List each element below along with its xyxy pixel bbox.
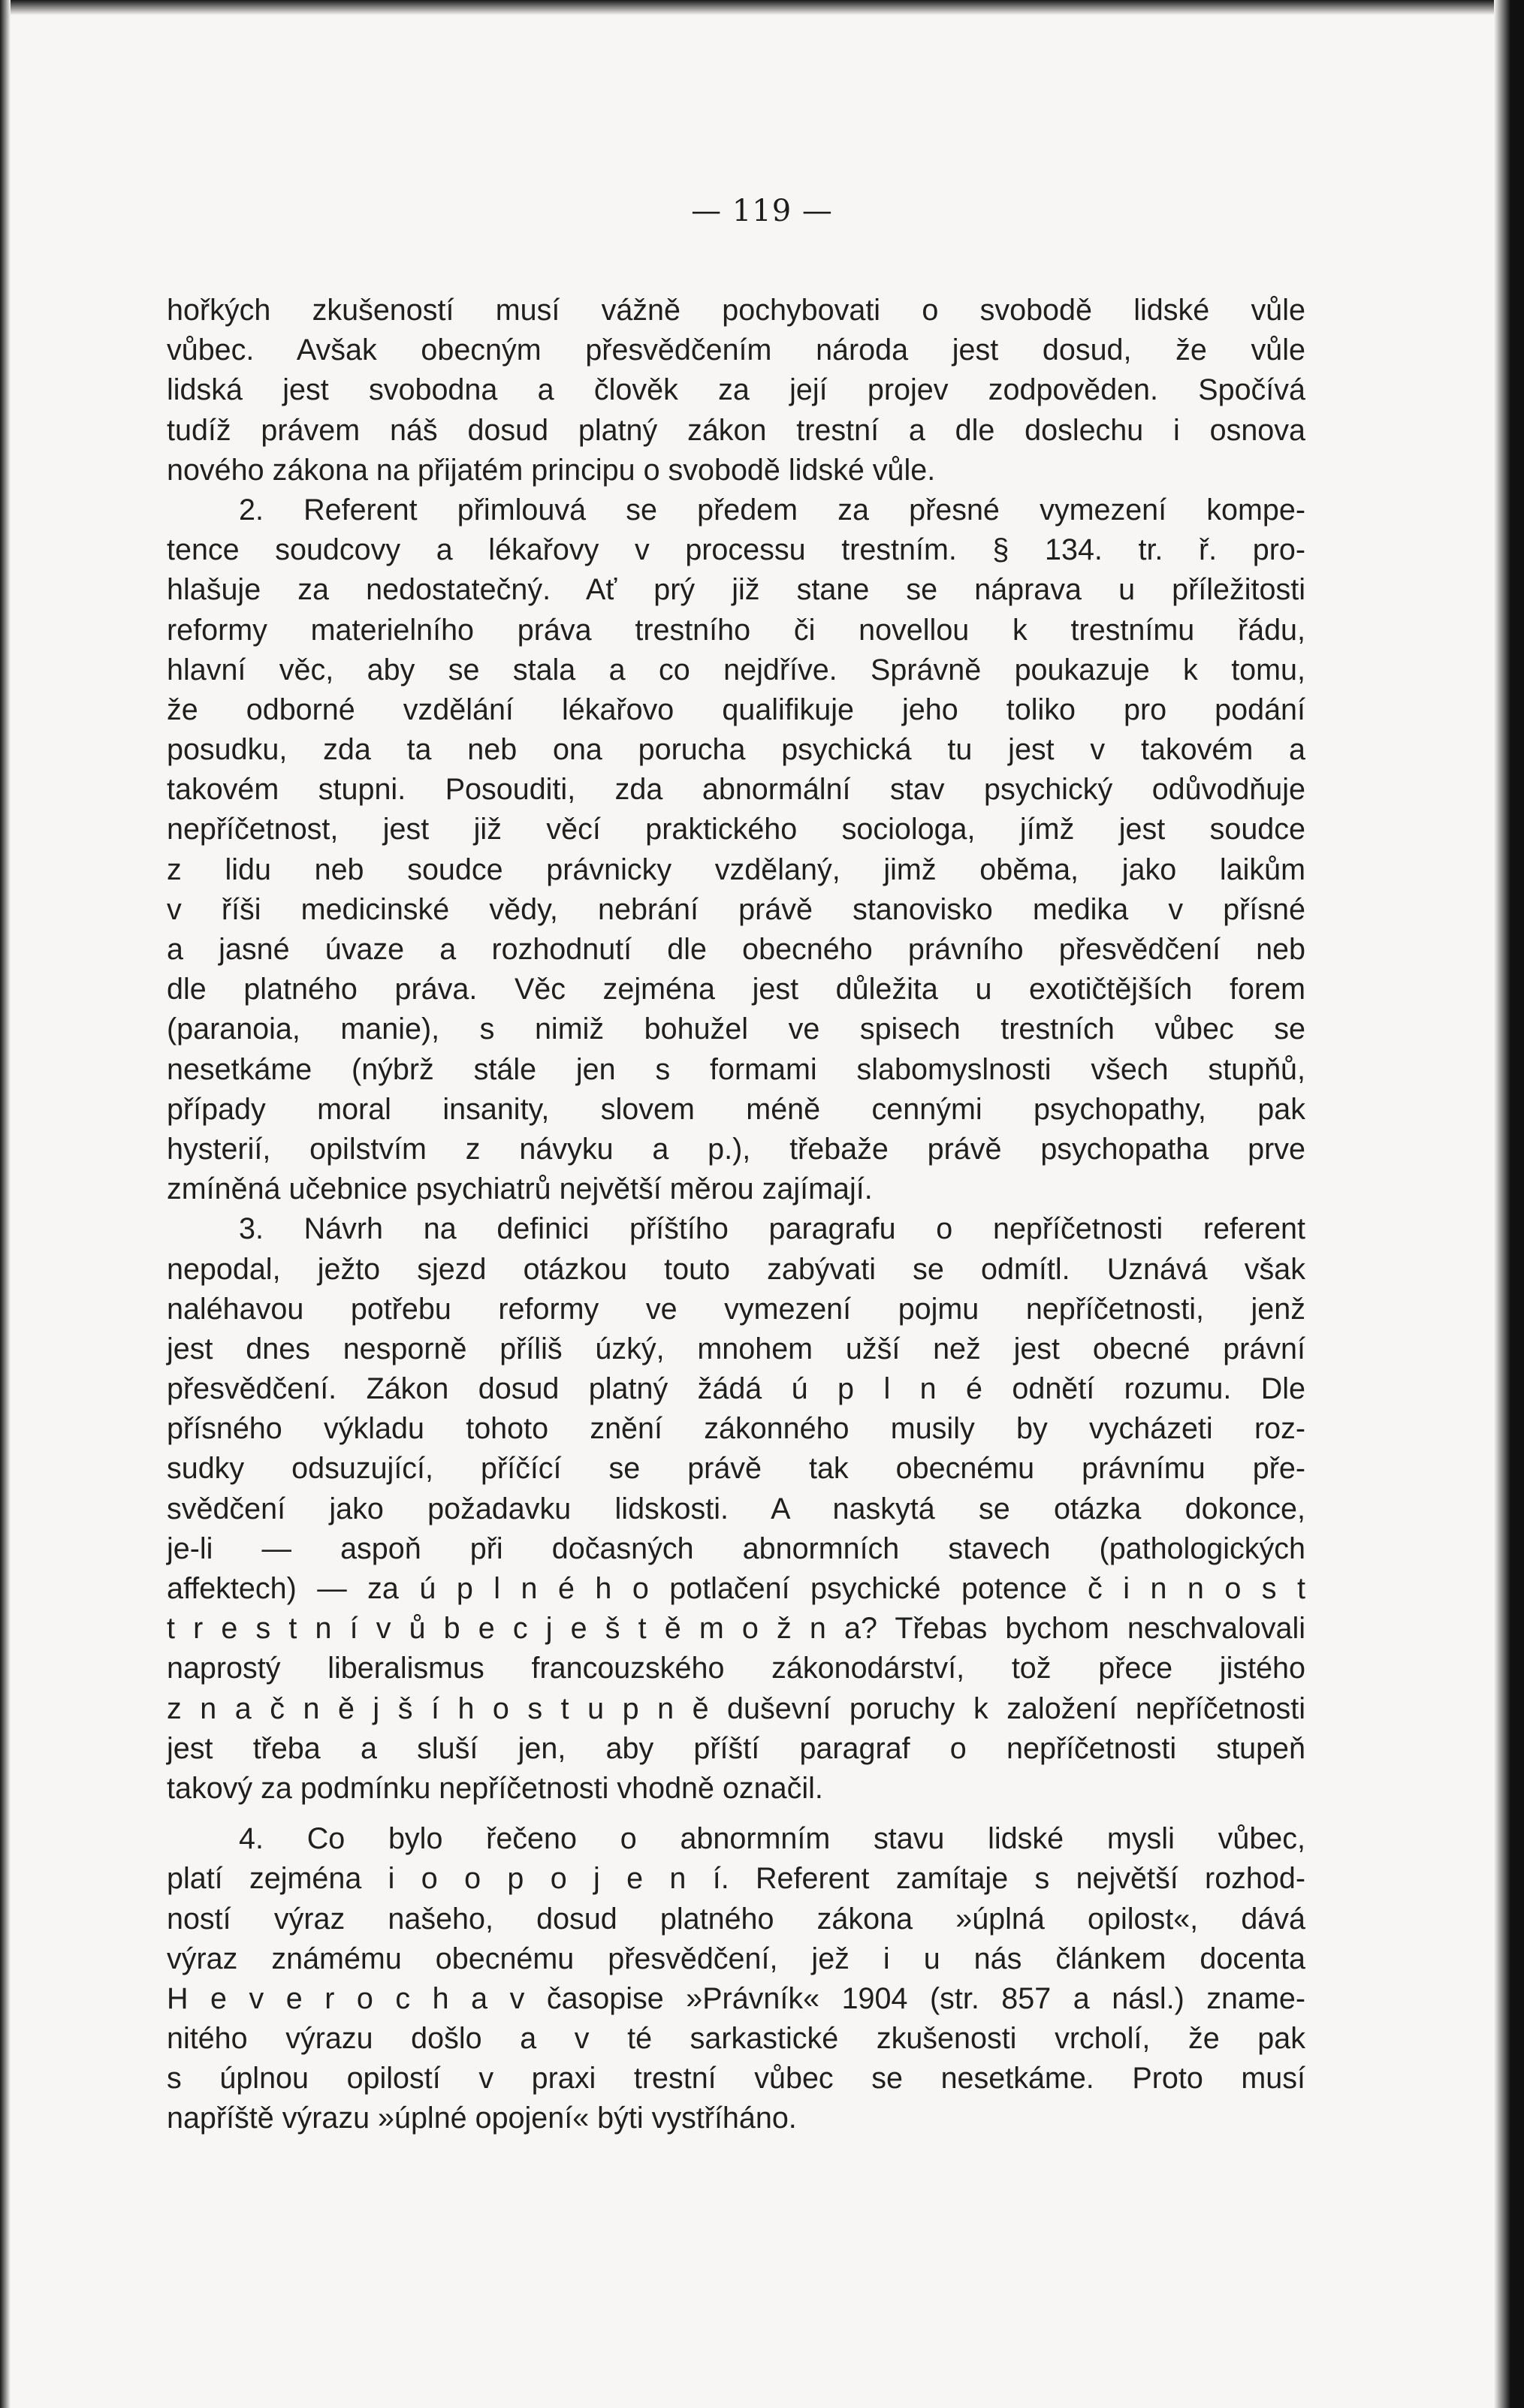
body-text [167,291,1305,2139]
text-line: vůbec. Avšak obecným přesvědčením národa jest dosud, že vůle [167,333,1305,367]
text-line: ností výraz našeho, dosud platného zákona »úplná opilost«, dává [167,1902,1305,1936]
text-line: (paranoia, manie), s nimiž bohužel ve spisech trestních vůbec se [167,1012,1305,1046]
text-line: reformy materielního práva trestního či novellou k trestnímu řádu, [167,613,1305,647]
text-line: nového zákona na přijatém principu o svobodě lidské vůle. [167,453,936,487]
text-line: z lidu neb soudce právnicky vzdělaný, jimž oběma, jako laikům [167,852,1305,886]
text-line: 3. Návrh na definici příštího paragrafu o nepříčetnosti referent [239,1212,1305,1246]
page-number: — 119 — [691,194,833,228]
text-line: naprostý liberalismus francouzského zákonodárství, tož přece jistého [167,1652,1305,1685]
text-line: s úplnou opilostí v praxi trestní vůbec se nesetkáme. Proto musí [167,2062,1305,2096]
text-line: naléhavou potřebu reformy ve vymezení pojmu nepříčetnosti, jenž [167,1292,1305,1326]
text-line: takový za podmínku nepříčetnosti vhodně označil. [167,1771,823,1805]
text-line: napříště výrazu »úplné opojení« býti vystříháno. [167,2102,797,2135]
text-line: tudíž právem náš dosud platný zákon trestní a dle doslechu i osnova [167,413,1305,447]
paragraph-gap [167,1809,1305,1819]
text-line: hlavní věc, aby se stala a co nejdříve. Správně poukazuje k tomu, [167,653,1305,686]
text-line: t r e s t n í v ů b e c j e š t ě m o ž n a? Třebas bychom neschvalovali [167,1612,1305,1646]
text-line: hořkých zkušeností musí vážně pochybovati o svobodě lidské vůle [167,294,1305,327]
text-line: výraz známému obecnému přesvědčení, jež i u nás článkem docenta [167,1942,1305,1975]
text-line: 4. Co bylo řečeno o abnormním stavu lidské mysli vůbec, [239,1822,1305,1856]
text-line: jest dnes nesporně příliš úzký, mnohem užší než jest obecné právní [167,1332,1305,1365]
text-line: H e v e r o c h a v časopise »Právník« 1904 (str. 857 a násl.) zname- [167,1981,1305,2015]
text-line: hlašuje za nedostatečný. Ať prý již stane se náprava u příležitosti [167,573,1305,607]
text-line: jest třeba a sluší jen, aby příští paragraf o nepříčetnosti stupeň [167,1731,1305,1765]
text-line: sudky odsuzující, příčící se právě tak obecnému právnímu pře- [167,1452,1305,1486]
text-line: nepodal, ježto sjezd otázkou touto zabývati se odmítl. Uznává však [167,1252,1305,1286]
text-line: zmíněná učebnice psychiatrů největší měrou zajímají. [167,1172,873,1206]
text-line: dle platného práva. Věc zejména jest důležita u exotičtějších forem [167,973,1305,1006]
text-line: z n a č n ě j š í h o s t u p n ě duševní poruchy k založení nepříčetnosti [167,1691,1305,1725]
text-line: takovém stupni. Posouditi, zda abnormální stav psychický odůvodňuje [167,773,1305,807]
text-line: že odborné vzdělání lékařovo qualifikuje jeho toliko pro podání [167,693,1305,726]
text-line: přesvědčení. Zákon dosud platný žádá ú p l n é odnětí rozumu. Dle [167,1372,1305,1406]
text-line: a jasné úvaze a rozhodnutí dle obecného právního přesvědčení neb [167,933,1305,966]
text-line: hysterií, opilstvím z návyku a p.), třebaže právě psychopatha prve [167,1132,1305,1166]
text-line: případy moral insanity, slovem méně cennými psychopathy, pak [167,1092,1305,1126]
text-line: svědčení jako požadavku lidskosti. A naskytá se otázka dokonce, [167,1492,1305,1525]
text-line: je-li — aspoň při dočasných abnormních stavech (pathologických [167,1531,1305,1565]
text-line: tence soudcovy a lékařovy v processu trestním. § 134. tr. ř. pro- [167,533,1305,567]
text-line: 2. Referent přimlouvá se předem za přesné vymezení kompe- [239,493,1305,527]
text-line: nepříčetnost, jest již věcí praktického sociologa, jímž jest soudce [167,813,1305,846]
text-line: nitého výrazu došlo a v té sarkastické zkušenosti vrcholí, že pak [167,2022,1305,2056]
text-line: posudku, zda ta neb ona porucha psychická tu jest v takovém a [167,733,1305,767]
text-line: nesetkáme (nýbrž stále jen s formami slabomyslnosti všech stupňů, [167,1052,1305,1086]
text-line: affektech) — za ú p l n é h o potlačení psychické potence č i n n o s t [167,1572,1305,1605]
text-line: platí zejména i o o p o j e n í. Referent zamítaje s největší rozhod- [167,1862,1305,1896]
scan-edge-left [0,0,11,2408]
text-line: v říši medicinské vědy, nebrání právě stanovisko medika v přísné [167,892,1305,926]
text-line: lidská jest svobodna a člověk za její projev zodpověden. Spočívá [167,373,1305,407]
text-line: přísného výkladu tohoto znění zákonného musily by vycházeti roz- [167,1412,1305,1446]
scan-edge-right [1494,0,1524,2408]
scan-edge-top [0,0,1524,15]
